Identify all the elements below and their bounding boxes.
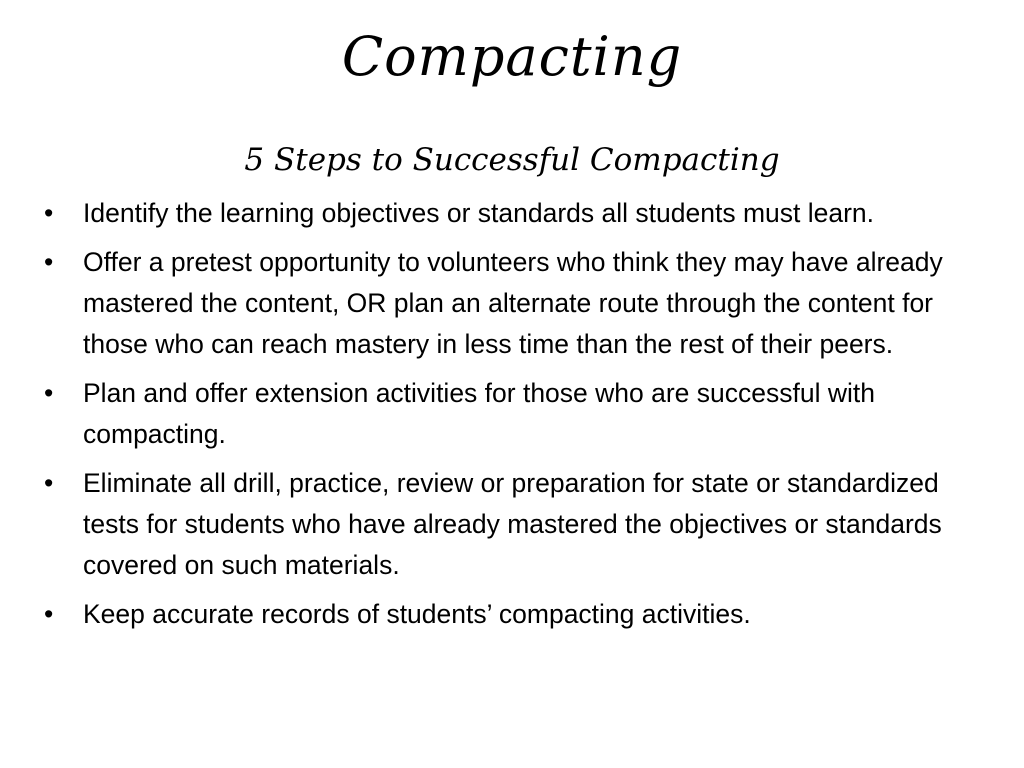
bullet-dot-icon: •: [44, 378, 54, 408]
bullet-list: [44, 193, 974, 643]
bullet-text: Plan and offer extension activities for those who are successful with compacting.: [83, 378, 875, 449]
bullet-item: [44, 373, 974, 455]
bullet-dot-icon: •: [44, 468, 54, 498]
bullet-text: Identify the learning objectives or standards all students must learn.: [83, 198, 875, 228]
bullet-dot-icon: •: [44, 599, 54, 629]
bullet-item: [44, 242, 974, 365]
bullet-item: [44, 193, 974, 234]
bullet-item: [44, 594, 974, 635]
bullet-dot-icon: •: [44, 247, 54, 277]
bullet-text: Eliminate all drill, practice, review or preparation for state or standardized tests for students who have already mastered the objectives or standards covered on such materials.: [83, 468, 942, 580]
bullet-dot-icon: •: [44, 198, 54, 228]
bullet-text: Keep accurate records of students’ compacting activities.: [83, 599, 751, 629]
slide-subtitle: 5 Steps to Successful Compacting: [244, 142, 780, 178]
bullet-item: [44, 463, 974, 586]
slide-title: Compacting: [341, 25, 683, 88]
bullet-text: Offer a pretest opportunity to volunteers who think they may have already mastered the content, OR plan an alternate route through the content for those who can reach mastery in less time than the rest of their peers.: [83, 247, 943, 359]
